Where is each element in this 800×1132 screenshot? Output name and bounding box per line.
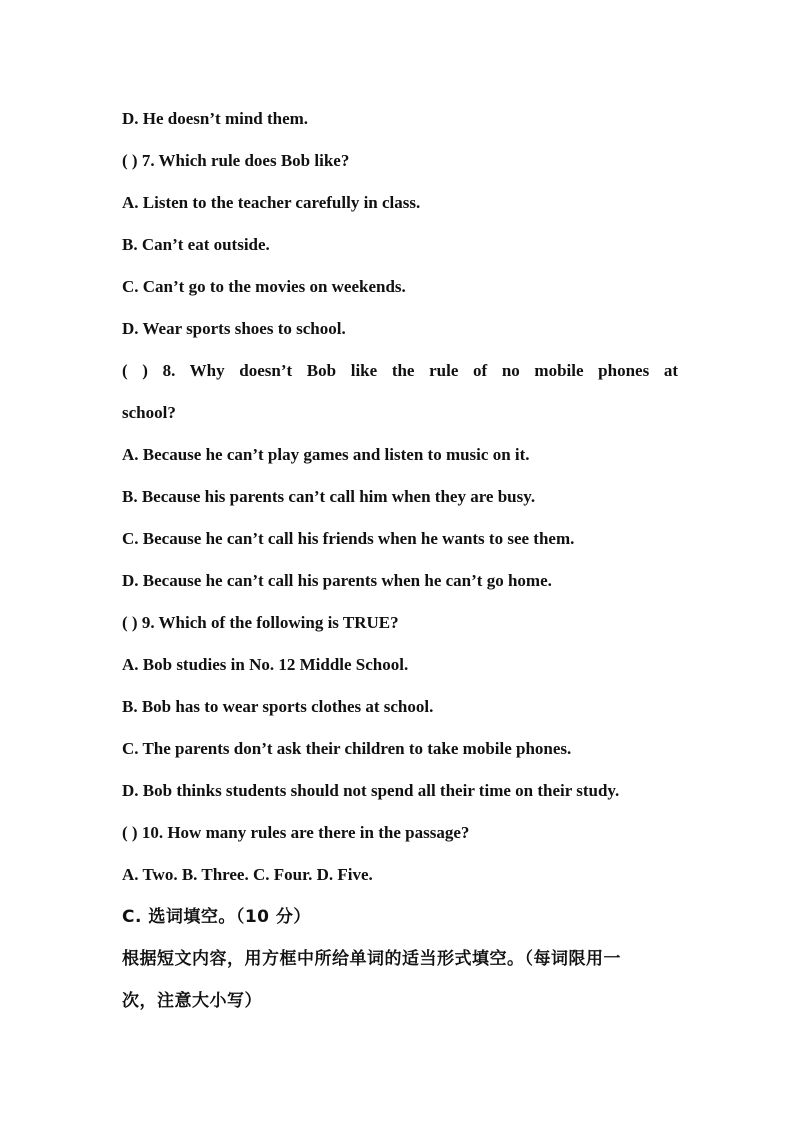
q8-question-line2: school?: [122, 403, 176, 422]
q10-question: ( ) 10. How many rules are there in the passage?: [122, 823, 470, 842]
instructions-line2: 次，注意大小写）: [122, 991, 262, 1011]
q9-option-a: A. Bob studies in No. 12 Middle School.: [122, 655, 409, 674]
q9-question: ( ) 9. Which of the following is TRUE?: [122, 613, 399, 632]
q7-question: ( ) 7. Which rule does Bob like?: [122, 151, 350, 170]
q9-option-c: C. The parents don’t ask their children to take mobile phones.: [122, 739, 572, 758]
q8-question-line1: ( ) 8. Why doesn’t Bob like the rule of no mobile phones at: [122, 361, 678, 380]
section-c-heading: C. 选词填空。（10 分）: [122, 907, 311, 927]
q6-option-d: D. He doesn’t mind them.: [122, 109, 309, 128]
q7-option-a: A. Listen to the teacher carefully in class.: [122, 193, 421, 212]
q8-option-d: D. Because he can’t call his parents when he can’t go home.: [122, 571, 552, 590]
q8-option-a: A. Because he can’t play games and listen to music on it.: [122, 445, 530, 464]
q7-option-d: D. Wear sports shoes to school.: [122, 319, 346, 338]
q9-option-d: D. Bob thinks students should not spend all their time on their study.: [122, 781, 620, 800]
instructions-line1: 根据短文内容，用方框中所给单词的适当形式填空。（每词限用一: [122, 949, 621, 969]
q8-option-b: B. Because his parents can’t call him when they are busy.: [122, 487, 536, 506]
q7-option-b: B. Can’t eat outside.: [122, 235, 270, 254]
q8-option-c: C. Because he can’t call his friends when he wants to see them.: [122, 529, 575, 548]
q10-options: A. Two. B. Three. C. Four. D. Five.: [122, 865, 373, 884]
q7-option-c: C. Can’t go to the movies on weekends.: [122, 277, 406, 296]
q9-option-b: B. Bob has to wear sports clothes at school.: [122, 697, 434, 716]
